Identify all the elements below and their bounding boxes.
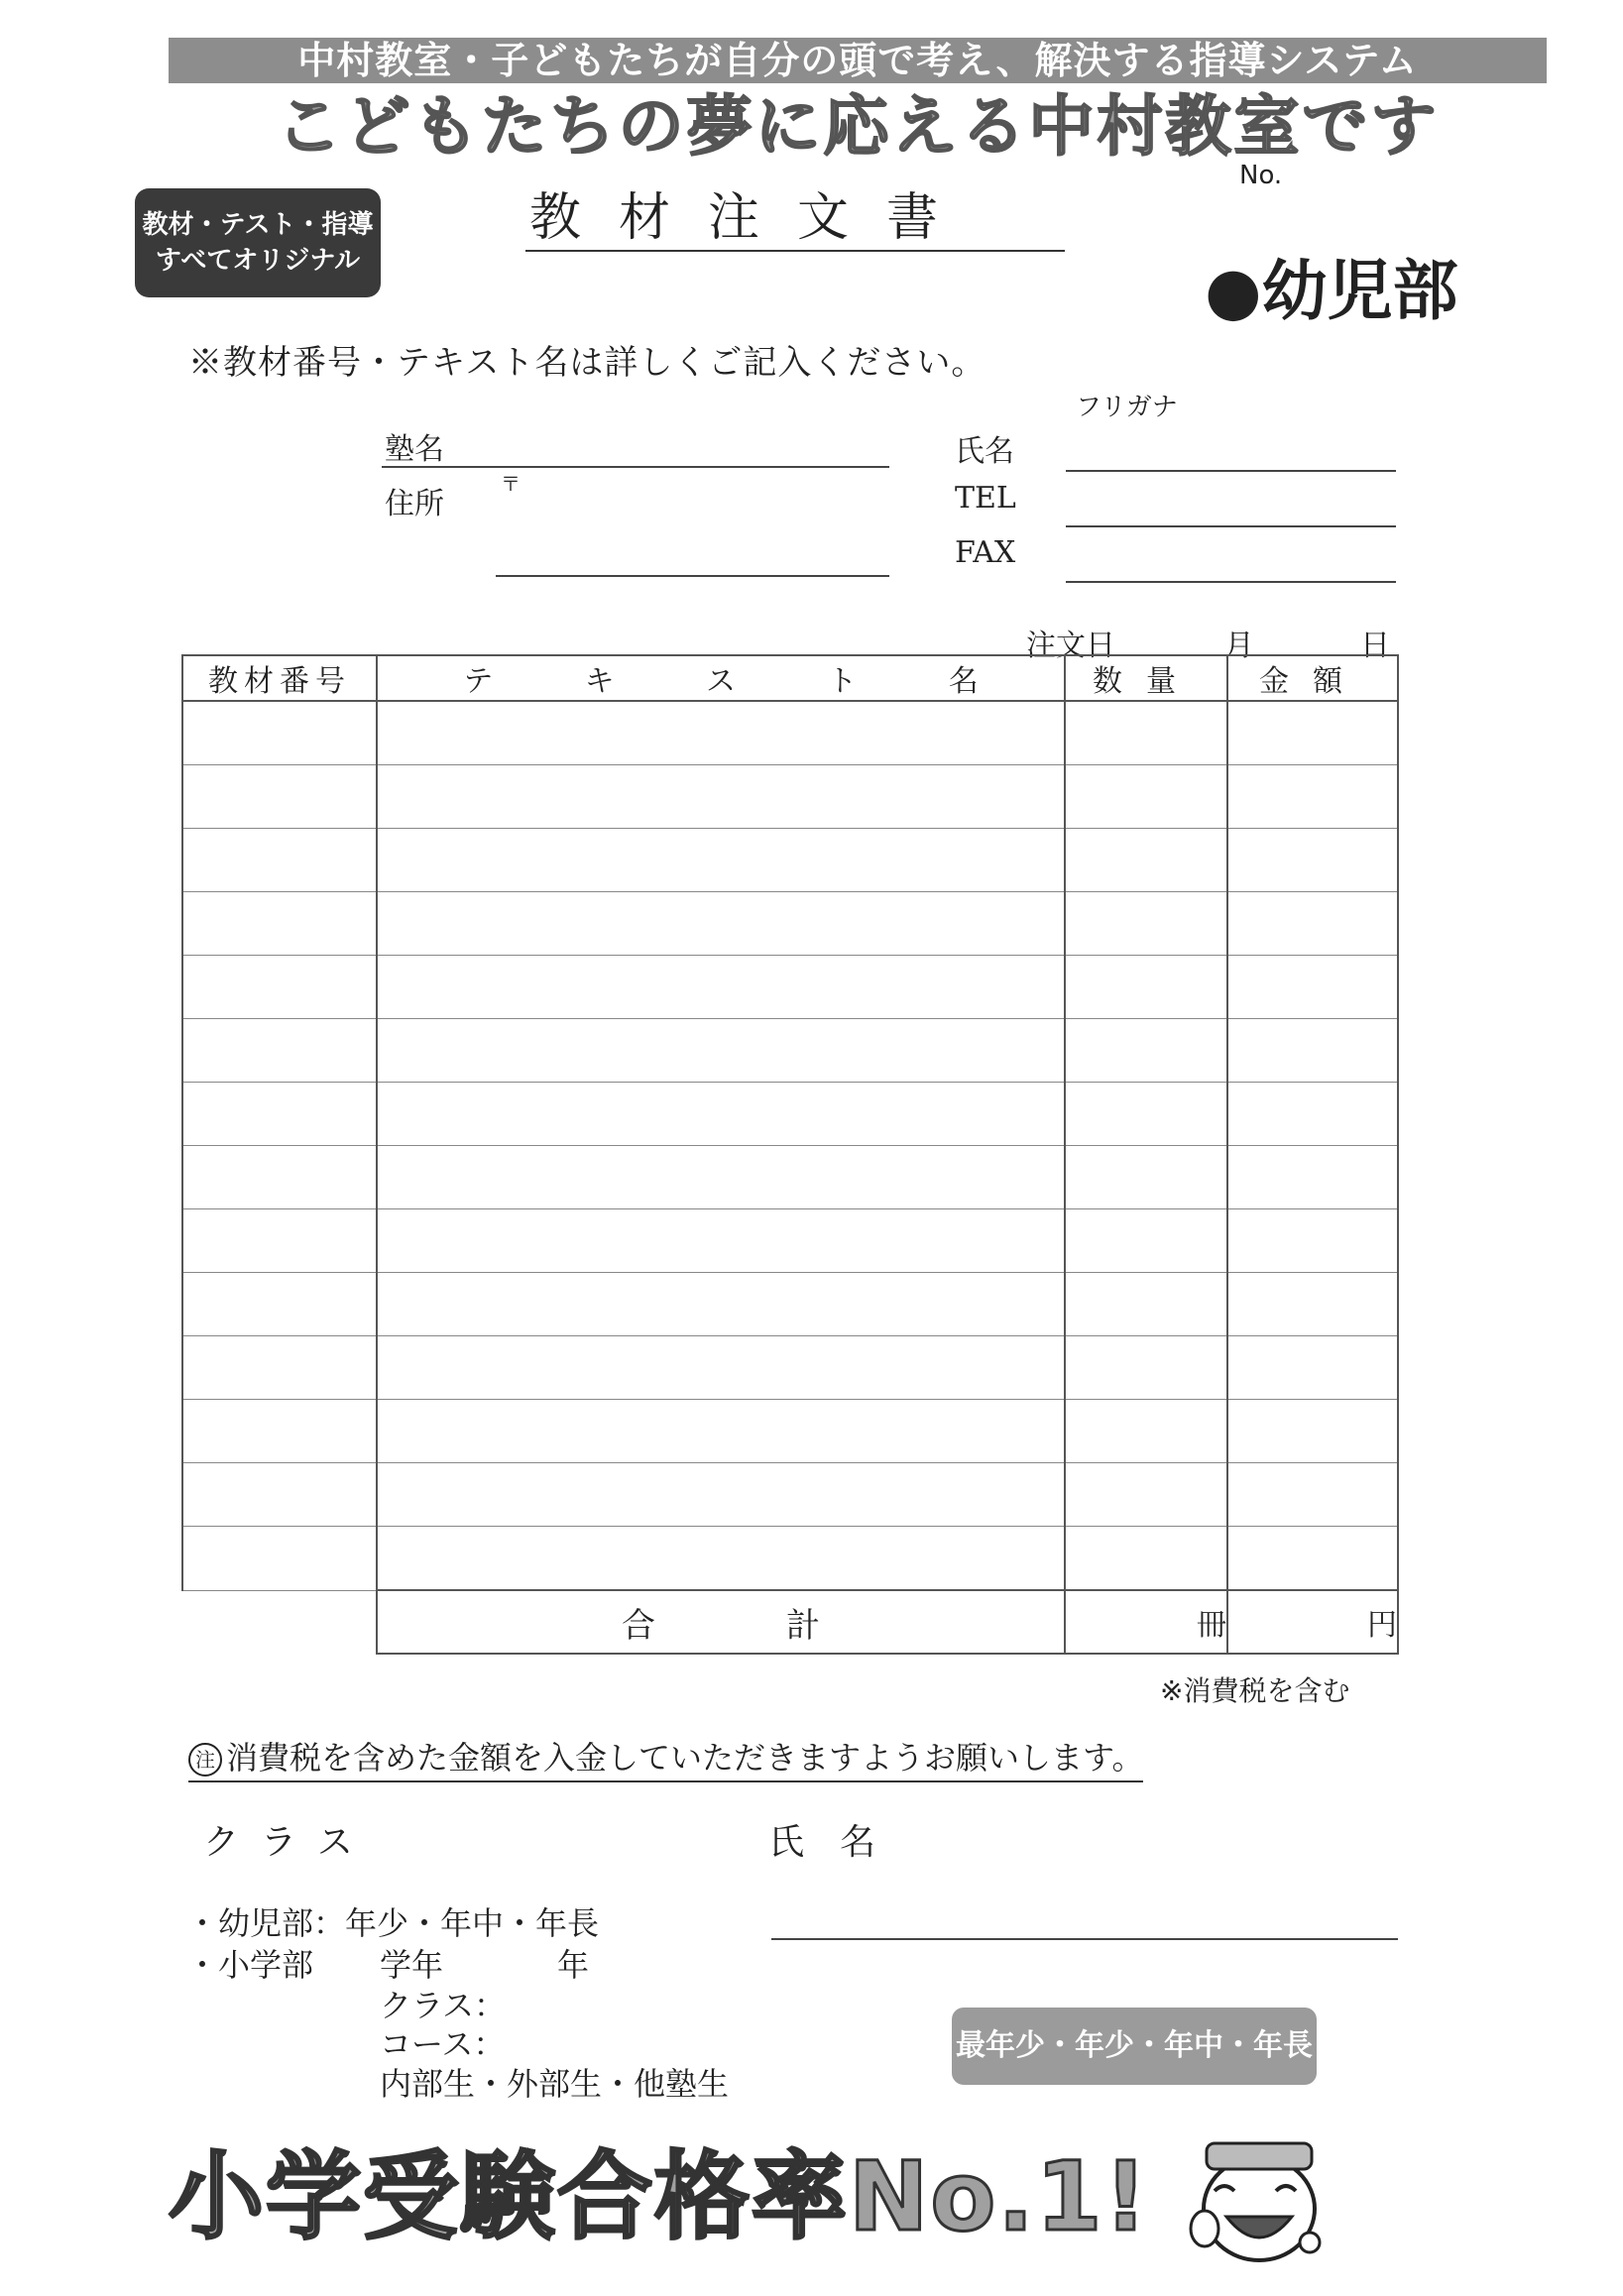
order-row [182, 956, 1398, 1019]
order-row [182, 701, 1398, 765]
class-field-label: クラス： [380, 1987, 507, 2024]
order-quantity-cell[interactable] [1065, 1463, 1227, 1527]
order-text-name-cell[interactable] [377, 1019, 1065, 1083]
order-table [181, 654, 1397, 1655]
division-label: ●幼児部 [1205, 253, 1458, 329]
address-field[interactable] [496, 575, 889, 577]
order-number-cell[interactable] [182, 1209, 377, 1273]
order-text-name-cell[interactable] [377, 956, 1065, 1019]
order-number-cell[interactable] [182, 1400, 377, 1463]
order-text-name-cell[interactable] [377, 1400, 1065, 1463]
order-amount-cell[interactable] [1227, 701, 1398, 765]
original-materials-badge [135, 188, 381, 297]
name-label: 氏名 [955, 434, 1014, 469]
col-header-text-name: テ キ ス ト 名 [377, 655, 1065, 701]
order-row [182, 1019, 1398, 1083]
order-number-cell[interactable] [182, 701, 377, 765]
order-number-cell[interactable] [182, 1336, 377, 1400]
order-number-cell[interactable] [182, 1527, 377, 1591]
order-quantity-cell[interactable] [1065, 892, 1227, 956]
student-name-label: 氏名 [768, 1822, 912, 1863]
course-field-label: コース： [380, 2025, 506, 2063]
tax-included-note: ※消費税を含む [1160, 1674, 1350, 1707]
order-amount-cell[interactable] [1227, 1209, 1398, 1273]
total-quantity-cell[interactable] [1065, 1590, 1227, 1654]
order-row [182, 1336, 1398, 1400]
grade-label: 学年 [380, 1946, 444, 1984]
header-headline: こどもたちの夢に応える中村教室です [276, 88, 1440, 165]
order-quantity-cell[interactable] [1065, 765, 1227, 829]
badge-line-2: すべてオリジナル [155, 246, 361, 276]
order-row [182, 1400, 1398, 1463]
order-number-cell[interactable] [182, 1083, 377, 1146]
order-text-name-cell[interactable] [377, 892, 1065, 956]
order-row [182, 1083, 1398, 1146]
order-row [182, 1273, 1398, 1336]
col-header-amount: 金額 [1227, 655, 1398, 701]
order-amount-cell[interactable] [1227, 892, 1398, 956]
order-quantity-cell[interactable] [1065, 956, 1227, 1019]
col-header-number: 教材番号 [182, 655, 377, 701]
order-quantity-cell[interactable] [1065, 829, 1227, 892]
order-quantity-cell[interactable] [1065, 1019, 1227, 1083]
fax-label: FAX [955, 535, 1016, 570]
order-amount-cell[interactable] [1227, 1527, 1398, 1591]
order-text-name-cell[interactable] [377, 1273, 1065, 1336]
payment-note-text: 消費税を含めた金額を入金していただきますようお願いします。 [226, 1739, 1144, 1777]
header-tagline-banner: 中村教室・子どもたちが自分の頭で考え、解決する指導システム [169, 38, 1547, 83]
order-number-cell[interactable] [182, 1146, 377, 1209]
order-amount-cell[interactable] [1227, 1146, 1398, 1209]
mascot-face-icon [1185, 2122, 1333, 2270]
order-amount-cell[interactable] [1227, 1019, 1398, 1083]
document-title: 教材注文書 [525, 186, 1065, 252]
order-number-cell[interactable] [182, 1019, 377, 1083]
student-type-options: 内部生・外部生・他塾生 [380, 2065, 730, 2103]
order-quantity-cell[interactable] [1065, 701, 1227, 765]
order-quantity-cell[interactable] [1065, 1083, 1227, 1146]
badge-line-1: 教材・テスト・指導 [142, 210, 374, 240]
order-day-label: 日 [1360, 629, 1390, 663]
order-row [182, 1527, 1398, 1591]
order-row [182, 829, 1398, 892]
order-text-name-cell[interactable] [377, 1209, 1065, 1273]
order-text-name-cell[interactable] [377, 829, 1065, 892]
order-amount-cell[interactable] [1227, 1463, 1398, 1527]
order-text-name-cell[interactable] [377, 701, 1065, 765]
tel-field[interactable] [1066, 525, 1396, 527]
form-number-label: No. [1239, 161, 1283, 190]
order-quantity-cell[interactable] [1065, 1527, 1227, 1591]
order-row [182, 892, 1398, 956]
order-row [182, 1463, 1398, 1527]
footer-slogan: 小学受験合格率No.1! [169, 2141, 1150, 2252]
col-header-quantity: 数量 [1065, 655, 1227, 701]
order-text-name-cell[interactable] [377, 1146, 1065, 1209]
order-text-name-cell[interactable] [377, 765, 1065, 829]
fill-in-notice: ※教材番号・テキスト名は詳しくご記入ください。 [188, 343, 986, 383]
order-number-cell[interactable] [182, 892, 377, 956]
postal-mark: 〒 [501, 472, 521, 496]
name-field[interactable] [1066, 470, 1396, 472]
year-label: 年 [557, 1946, 590, 1984]
order-text-name-cell[interactable] [377, 1527, 1065, 1591]
order-date-label: 注文日 [1026, 629, 1115, 663]
student-name-field[interactable] [771, 1938, 1398, 1940]
order-number-cell[interactable] [182, 956, 377, 1019]
order-row [182, 1146, 1398, 1209]
order-month-label: 月 [1224, 629, 1254, 663]
furigana-label: フリガナ [1076, 393, 1178, 422]
total-label: 合 計 [377, 1590, 1065, 1654]
order-number-cell[interactable] [182, 1273, 377, 1336]
juku-name-label: 塾名 [385, 432, 444, 467]
total-amount-cell[interactable] [1227, 1590, 1398, 1654]
order-row [182, 1209, 1398, 1273]
order-amount-cell[interactable] [1227, 1273, 1398, 1336]
grades-badge: 最年少・年少・年中・年長 [952, 2008, 1317, 2085]
order-amount-cell[interactable] [1227, 1336, 1398, 1400]
order-row [182, 765, 1398, 829]
order-text-name-cell[interactable] [377, 1336, 1065, 1400]
tel-label: TEL [955, 481, 1016, 516]
order-amount-cell[interactable] [1227, 1400, 1398, 1463]
order-quantity-cell[interactable] [1065, 1336, 1227, 1400]
order-number-cell[interactable] [182, 765, 377, 829]
fax-field[interactable] [1066, 581, 1396, 583]
order-text-name-cell[interactable] [377, 1463, 1065, 1527]
class-label: クラス [203, 1822, 375, 1863]
order-number-cell[interactable] [182, 829, 377, 892]
kindergarten-options: ・幼児部：年少・年中・年長 [186, 1904, 600, 1942]
total-row [182, 1590, 1398, 1654]
order-quantity-cell[interactable] [1065, 1400, 1227, 1463]
order-quantity-cell[interactable] [1065, 1273, 1227, 1336]
note-mark: 注 [188, 1743, 222, 1777]
address-label: 住所 [385, 487, 444, 521]
order-number-cell[interactable] [182, 1463, 377, 1527]
elementary-label: ・小学部 [186, 1946, 314, 1984]
order-amount-cell[interactable] [1227, 765, 1398, 829]
amount-unit: 円 [1367, 1608, 1397, 1643]
order-quantity-cell[interactable] [1065, 1209, 1227, 1273]
payment-note [188, 1733, 1143, 1782]
order-quantity-cell[interactable] [1065, 1146, 1227, 1209]
order-amount-cell[interactable] [1227, 956, 1398, 1019]
order-amount-cell[interactable] [1227, 829, 1398, 892]
order-text-name-cell[interactable] [377, 1083, 1065, 1146]
quantity-unit: 冊 [1197, 1608, 1226, 1643]
total-spacer [182, 1590, 377, 1654]
order-amount-cell[interactable] [1227, 1083, 1398, 1146]
juku-name-field[interactable] [382, 466, 889, 468]
